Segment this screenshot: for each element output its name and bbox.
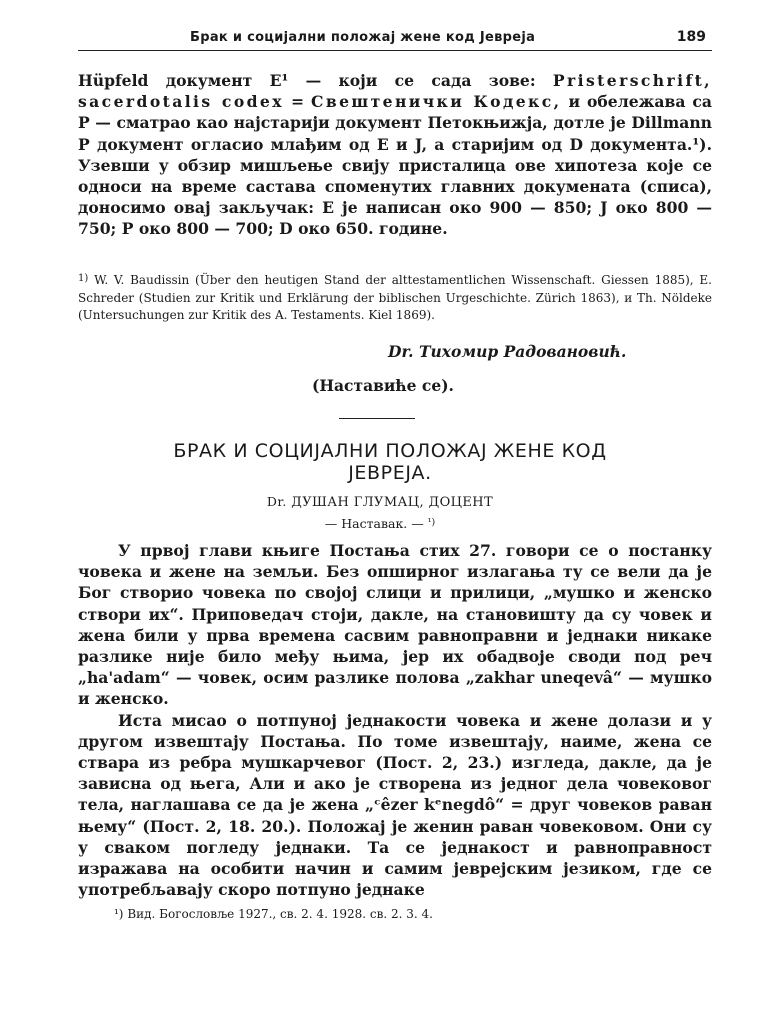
byline-name: ДУШАН ГЛУМАЦ, ДОЦЕНТ [291,495,494,510]
footnote-2-text-block [78,906,712,924]
footnote-2-mark: ¹) [114,907,124,921]
paragraph-3: Иста мисао о потпуној једнакости човека и жене долази и у другом извештају Постања. По томе извештају, наиме, жена се ствара из ребра мушкарчевог (Пост. 2, 23.) изгледа, дакле, да је зависна од њега, Али и ако је створена из једног дела човековог тела, наглашава се да је жена „ᶜêzer kᵉnegdô“ = друг човеков раван њему“ (Пост. 2, 18. 20.). Положај је женин раван човековом. Они су у сваком погледу једнаки. Та се једнакост и равноправност изражава на особити начин и самим јеврејским језиком, где се употребљавају скоро потпуно једнаке [78,710,712,900]
section-divider [339,418,415,419]
byline [210,494,550,510]
footnote-1-mark: 1) [78,273,89,284]
byline-continuation-text: — Наставак. — [324,516,424,531]
footnote-1-text-block [78,270,712,325]
footnote-1 [78,270,712,325]
first-paragraph-lead: Hüpfeld документ E¹ — који се сада зове: [78,71,536,90]
byline-title: Dr. [266,494,287,509]
first-paragraph-equals: = [290,92,305,112]
article-body [78,540,712,900]
first-paragraph-rest: и обележава са P — сматрао као најстарији документ Петокњижја, дотле је Dillmann P документ огласио млађим од E и J, а старијим од D документа.¹). Узевши у обзир мишљење свију присталица ове хипотеза које се односи на време састава споменутих главних докумената (списа), доносимо овај закључак: E је написан око 900 — 850; J око 800 — 750; P око 800 — 700; D око 650. године. [78,92,713,239]
footnote-1-text: W. V. Baudissin (Über den heutigen Stand der alttestamentlichen Wissenschaft. Giessen 1885), E. Schreder (Studien zur Kritik und Erklärung der biblischen Urgeschichte. Zürich 1863), и Th. Nöldeke (Untersuchungen zur Kritik des A. Testaments. Kiel 1869). [78,273,712,322]
paragraph-2: У првој глави књиге Постања стих 27. говори се о постанку човека и жене на земљи. Без опширног излагања ту се вели да је Бог створио човека по својој слици и прилици, „мушко и женско створи их“. Приповедач стоји, дакле, на становишту да су човек и жена били у прва времена сасвим равноправни и једнаки никаке разлике није било међу њима, јер их обадвоје своди под реч „ha'adam“ — човек, осим разлике полова „zakhar uneqevâ“ — мушко и женско. [78,541,712,709]
first-paragraph-spaced-2: Свештенички Кодекс, [311,92,562,112]
author-signature: Dr. Тихомир Радовановић. [388,342,627,361]
article-title [90,440,690,484]
article-title-line-1: БРАК И СОЦИЈАЛНИ ПОЛОЖАЈ ЖЕНЕ КОД [173,440,607,462]
first-paragraph-spaced-1: Pristerschrift, sacerdotalis codex [78,71,712,112]
running-title: Брак и социјални положај жене код Јевреја [190,30,536,45]
footnote-2 [78,906,712,924]
to-be-continued-note: (Наставиће се). [312,376,454,395]
byline-footnote-mark: ¹) [427,517,436,528]
running-header [78,28,712,51]
byline-continuation [280,516,480,531]
page-number: 189 [676,29,706,45]
article-title-line-2: ЈЕВРЕЈА. [348,462,432,484]
footnote-2-text: Вид. Богословље 1927., св. 2. 4. 1928. св. 2. 3. 4. [127,907,433,921]
first-paragraph [78,70,712,240]
first-paragraph-block [78,70,712,240]
